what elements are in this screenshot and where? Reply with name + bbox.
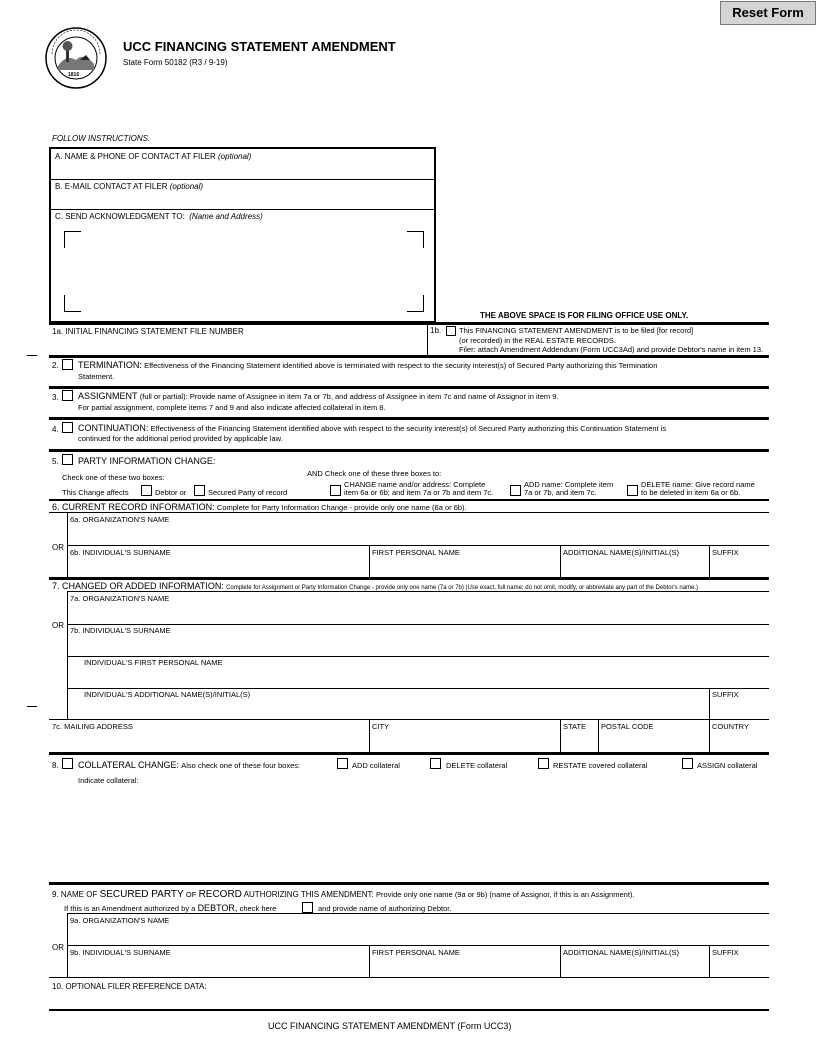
6b-first-name-field[interactable]: [372, 558, 558, 576]
7b-surname-field[interactable]: [70, 636, 766, 654]
termination-text-line1: TERMINATION: Effectiveness of the Financing Statement identified above is terminated with respect to the security interest(s) of Secured Party authorizing this Termination: [78, 360, 658, 370]
item-4-number: 4.: [52, 425, 59, 434]
and-check-label: AND Check one of these three boxes to:: [307, 469, 442, 478]
follow-instructions: FOLLOW INSTRUCTIONS.: [52, 134, 151, 143]
item-6a-label: 6a. ORGANIZATION'S NAME: [70, 515, 170, 524]
add-collateral-checkbox[interactable]: [337, 758, 348, 769]
contact-email-field[interactable]: [52, 192, 432, 208]
item-7c-label: 7c. MAILING ADDRESS: [52, 722, 133, 731]
collateral-description-field[interactable]: [78, 788, 766, 880]
delete-name-line2: to be deleted in item 6a or 6b.: [641, 488, 741, 497]
contact-name-phone-field[interactable]: [52, 162, 432, 178]
item-6b-additional-label: ADDITIONAL NAME(S)/INITIAL(S): [563, 548, 679, 557]
item-9-or: OR: [52, 943, 64, 952]
item-6b-suffix-label: SUFFIX: [712, 548, 739, 557]
change-affects-label: This Change affects: [62, 488, 129, 497]
delete-name-line1: DELETE name: Give record name: [641, 480, 755, 489]
delete-name-checkbox[interactable]: [627, 485, 638, 496]
party-info-change-title: PARTY INFORMATION CHANGE:: [78, 456, 216, 466]
continuation-text-line2: continued for the additional period provided by applicable law.: [78, 434, 283, 443]
item-5-number: 5.: [52, 457, 59, 466]
real-estate-records-checkbox[interactable]: [446, 326, 456, 336]
9b-suffix-field[interactable]: [712, 958, 768, 976]
item-7c-country-label: COUNTRY: [712, 722, 749, 731]
reset-form-button[interactable]: Reset Form: [720, 1, 816, 25]
delete-collateral-checkbox[interactable]: [430, 758, 441, 769]
debtor-checkbox[interactable]: [141, 485, 152, 496]
collateral-change-title: COLLATERAL CHANGE: Also check one of these four boxes:: [78, 760, 301, 770]
item-7c-state-label: STATE: [563, 722, 587, 731]
add-name-line1: ADD name: Complete item: [524, 480, 614, 489]
contact-name-phone-label: A. NAME & PHONE OF CONTACT AT FILER (optional): [55, 152, 252, 161]
secured-party-label: Secured Party of record: [208, 488, 288, 497]
check-one-two-label: Check one of these two boxes:: [62, 473, 165, 482]
debtor-note-end: and provide name of authorizing Debtor.: [318, 904, 452, 913]
item-7-or: OR: [52, 621, 64, 630]
item-9b-label: 9b. INDIVIDUAL'S SURNAME: [70, 948, 171, 957]
contact-email-label: B. E-MAIL CONTACT AT FILER (optional): [55, 182, 204, 191]
9b-surname-field[interactable]: [70, 958, 366, 976]
acknowledgment-address-field[interactable]: [66, 232, 422, 310]
delete-collateral-label: DELETE collateral: [446, 761, 508, 770]
item-9b-suffix-label: SUFFIX: [712, 948, 739, 957]
item-7-title: 7. CHANGED OR ADDED INFORMATION: Complete for Assignment or Party Information Change - provide only one name (7a or 7b) (Use exact, full name; do not omit, modify, or abbreviate any part of the Debtor's name.): [52, 581, 699, 591]
6b-suffix-field[interactable]: [712, 558, 768, 576]
state-seal: [44, 26, 108, 90]
item-2-number: 2.: [52, 361, 59, 370]
6b-surname-field[interactable]: [70, 558, 366, 576]
debtor-authorized-checkbox[interactable]: [302, 902, 313, 913]
item-7c-city-label: CITY: [372, 722, 390, 731]
termination-checkbox[interactable]: [62, 359, 73, 370]
add-name-line2: 7a or 7b, and item 7c.: [524, 488, 597, 497]
item-7b-label: 7b. INDIVIDUAL'S SURNAME: [70, 626, 171, 635]
secured-party-checkbox[interactable]: [194, 485, 205, 496]
collateral-change-checkbox[interactable]: [62, 758, 73, 769]
7b-first-name-field[interactable]: [70, 668, 766, 686]
item-8-number: 8.: [52, 761, 59, 770]
form-title: UCC FINANCING STATEMENT AMENDMENT: [123, 39, 396, 54]
item-9a-label: 9a. ORGANIZATION'S NAME: [70, 916, 170, 925]
item-7c-postal-label: POSTAL CODE: [601, 722, 654, 731]
item-6b-first-label: FIRST PERSONAL NAME: [372, 548, 460, 557]
change-name-line2: item 6a or 6b; and item 7a or 7b and item 7c.: [344, 488, 494, 497]
party-info-change-checkbox[interactable]: [62, 454, 73, 465]
send-acknowledgment-label: C. SEND ACKNOWLEDGMENT TO: (Name and Address): [55, 212, 263, 221]
item-7b-suffix-label: SUFFIX: [712, 690, 739, 699]
7b-additional-name-field[interactable]: [70, 700, 706, 718]
9a-organization-name-field[interactable]: [70, 926, 766, 944]
change-name-checkbox[interactable]: [330, 485, 341, 496]
item-1b-line3: Filer: attach Amendment Addendum (Form UCC3Ad) and provide Debtor's name in item 13.: [459, 345, 764, 354]
7c-state-field[interactable]: [563, 732, 596, 750]
item-3-number: 3.: [52, 393, 59, 402]
form-footer: UCC FINANCING STATEMENT AMENDMENT (Form UCC3): [268, 1021, 512, 1031]
assign-collateral-checkbox[interactable]: [682, 758, 693, 769]
6b-additional-name-field[interactable]: [563, 558, 707, 576]
item-6-title: 6. CURRENT RECORD INFORMATION: Complete for Party Information Change - provide only one name (6a or 6b).: [52, 502, 467, 512]
restate-collateral-checkbox[interactable]: [538, 758, 549, 769]
indicate-collateral-label: Indicate collateral:: [78, 776, 139, 785]
6a-organization-name-field[interactable]: [70, 525, 766, 543]
item-9-debtor-note: If this is an Amendment authorized by a DEBTOR, check here: [64, 903, 277, 913]
9b-first-name-field[interactable]: [372, 958, 558, 976]
7c-city-field[interactable]: [372, 732, 558, 750]
continuation-text-line1: CONTINUATION: Effectiveness of the Financing Statement identified above with respect to the security interest(s) of Secured Party authorizing this Continuation Statement is: [78, 423, 667, 433]
continuation-checkbox[interactable]: [62, 422, 73, 433]
assign-collateral-label: ASSIGN collateral: [697, 761, 758, 770]
debtor-or-label: Debtor or: [155, 488, 187, 497]
item-10-label: 10. OPTIONAL FILER REFERENCE DATA:: [52, 982, 207, 991]
7c-country-field[interactable]: [712, 732, 768, 750]
item-7a-label: 7a. ORGANIZATION'S NAME: [70, 594, 170, 603]
item-7b-first-label: INDIVIDUAL'S FIRST PERSONAL NAME: [84, 658, 223, 667]
initial-file-number-field[interactable]: [52, 337, 422, 353]
item-7b-additional-label: INDIVIDUAL'S ADDITIONAL NAME(S)/INITIAL(S): [84, 690, 251, 699]
7c-mailing-address-field[interactable]: [52, 732, 366, 750]
add-name-checkbox[interactable]: [510, 485, 521, 496]
item-1b-line1: This FINANCING STATEMENT AMENDMENT is to be filed [for record]: [459, 326, 694, 335]
item-9b-first-label: FIRST PERSONAL NAME: [372, 948, 460, 957]
restate-collateral-label: RESTATE covered collateral: [553, 761, 648, 770]
7a-organization-name-field[interactable]: [70, 604, 766, 622]
optional-filer-reference-field[interactable]: [52, 993, 766, 1007]
assignment-text-line1: ASSIGNMENT (full or partial): Provide name of Assignee in item 7a or 7b, and address of Assignee in item 7c and name of Assignor in item 9.: [78, 391, 559, 401]
7c-postal-code-field[interactable]: [601, 732, 707, 750]
item-1a-label: 1a. INITIAL FINANCING STATEMENT FILE NUMBER: [52, 327, 244, 336]
seal-year: 1816: [68, 72, 80, 78]
item-1b-line2: (or recorded) in the REAL ESTATE RECORDS.: [459, 336, 616, 345]
item-6-or: OR: [52, 543, 64, 552]
item-9b-additional-label: ADDITIONAL NAME(S)/INITIAL(S): [563, 948, 679, 957]
9b-additional-name-field[interactable]: [563, 958, 707, 976]
assignment-text-line2: For partial assignment, complete items 7 and 9 and also indicate affected collateral in item 8.: [78, 403, 386, 412]
item-1b-number: 1b.: [430, 326, 442, 335]
assignment-checkbox[interactable]: [62, 390, 73, 401]
filing-office-note: THE ABOVE SPACE IS FOR FILING OFFICE USE ONLY.: [480, 311, 689, 320]
7b-suffix-field[interactable]: [712, 700, 768, 718]
termination-text-line2: Statement.: [78, 372, 115, 381]
form-number: State Form 50182 (R3 / 9-19): [123, 58, 228, 67]
item-9-title: 9. NAME OF SECURED PARTY OF RECORD AUTHORIZING THIS AMENDMENT: Provide only one name (9a or 9b) (name of Assignor, if this is an Assignment).: [52, 889, 635, 900]
item-6b-label: 6b. INDIVIDUAL'S SURNAME: [70, 548, 171, 557]
add-collateral-label: ADD collateral: [352, 761, 400, 770]
change-name-line1: CHANGE name and/or address: Complete: [344, 480, 486, 489]
